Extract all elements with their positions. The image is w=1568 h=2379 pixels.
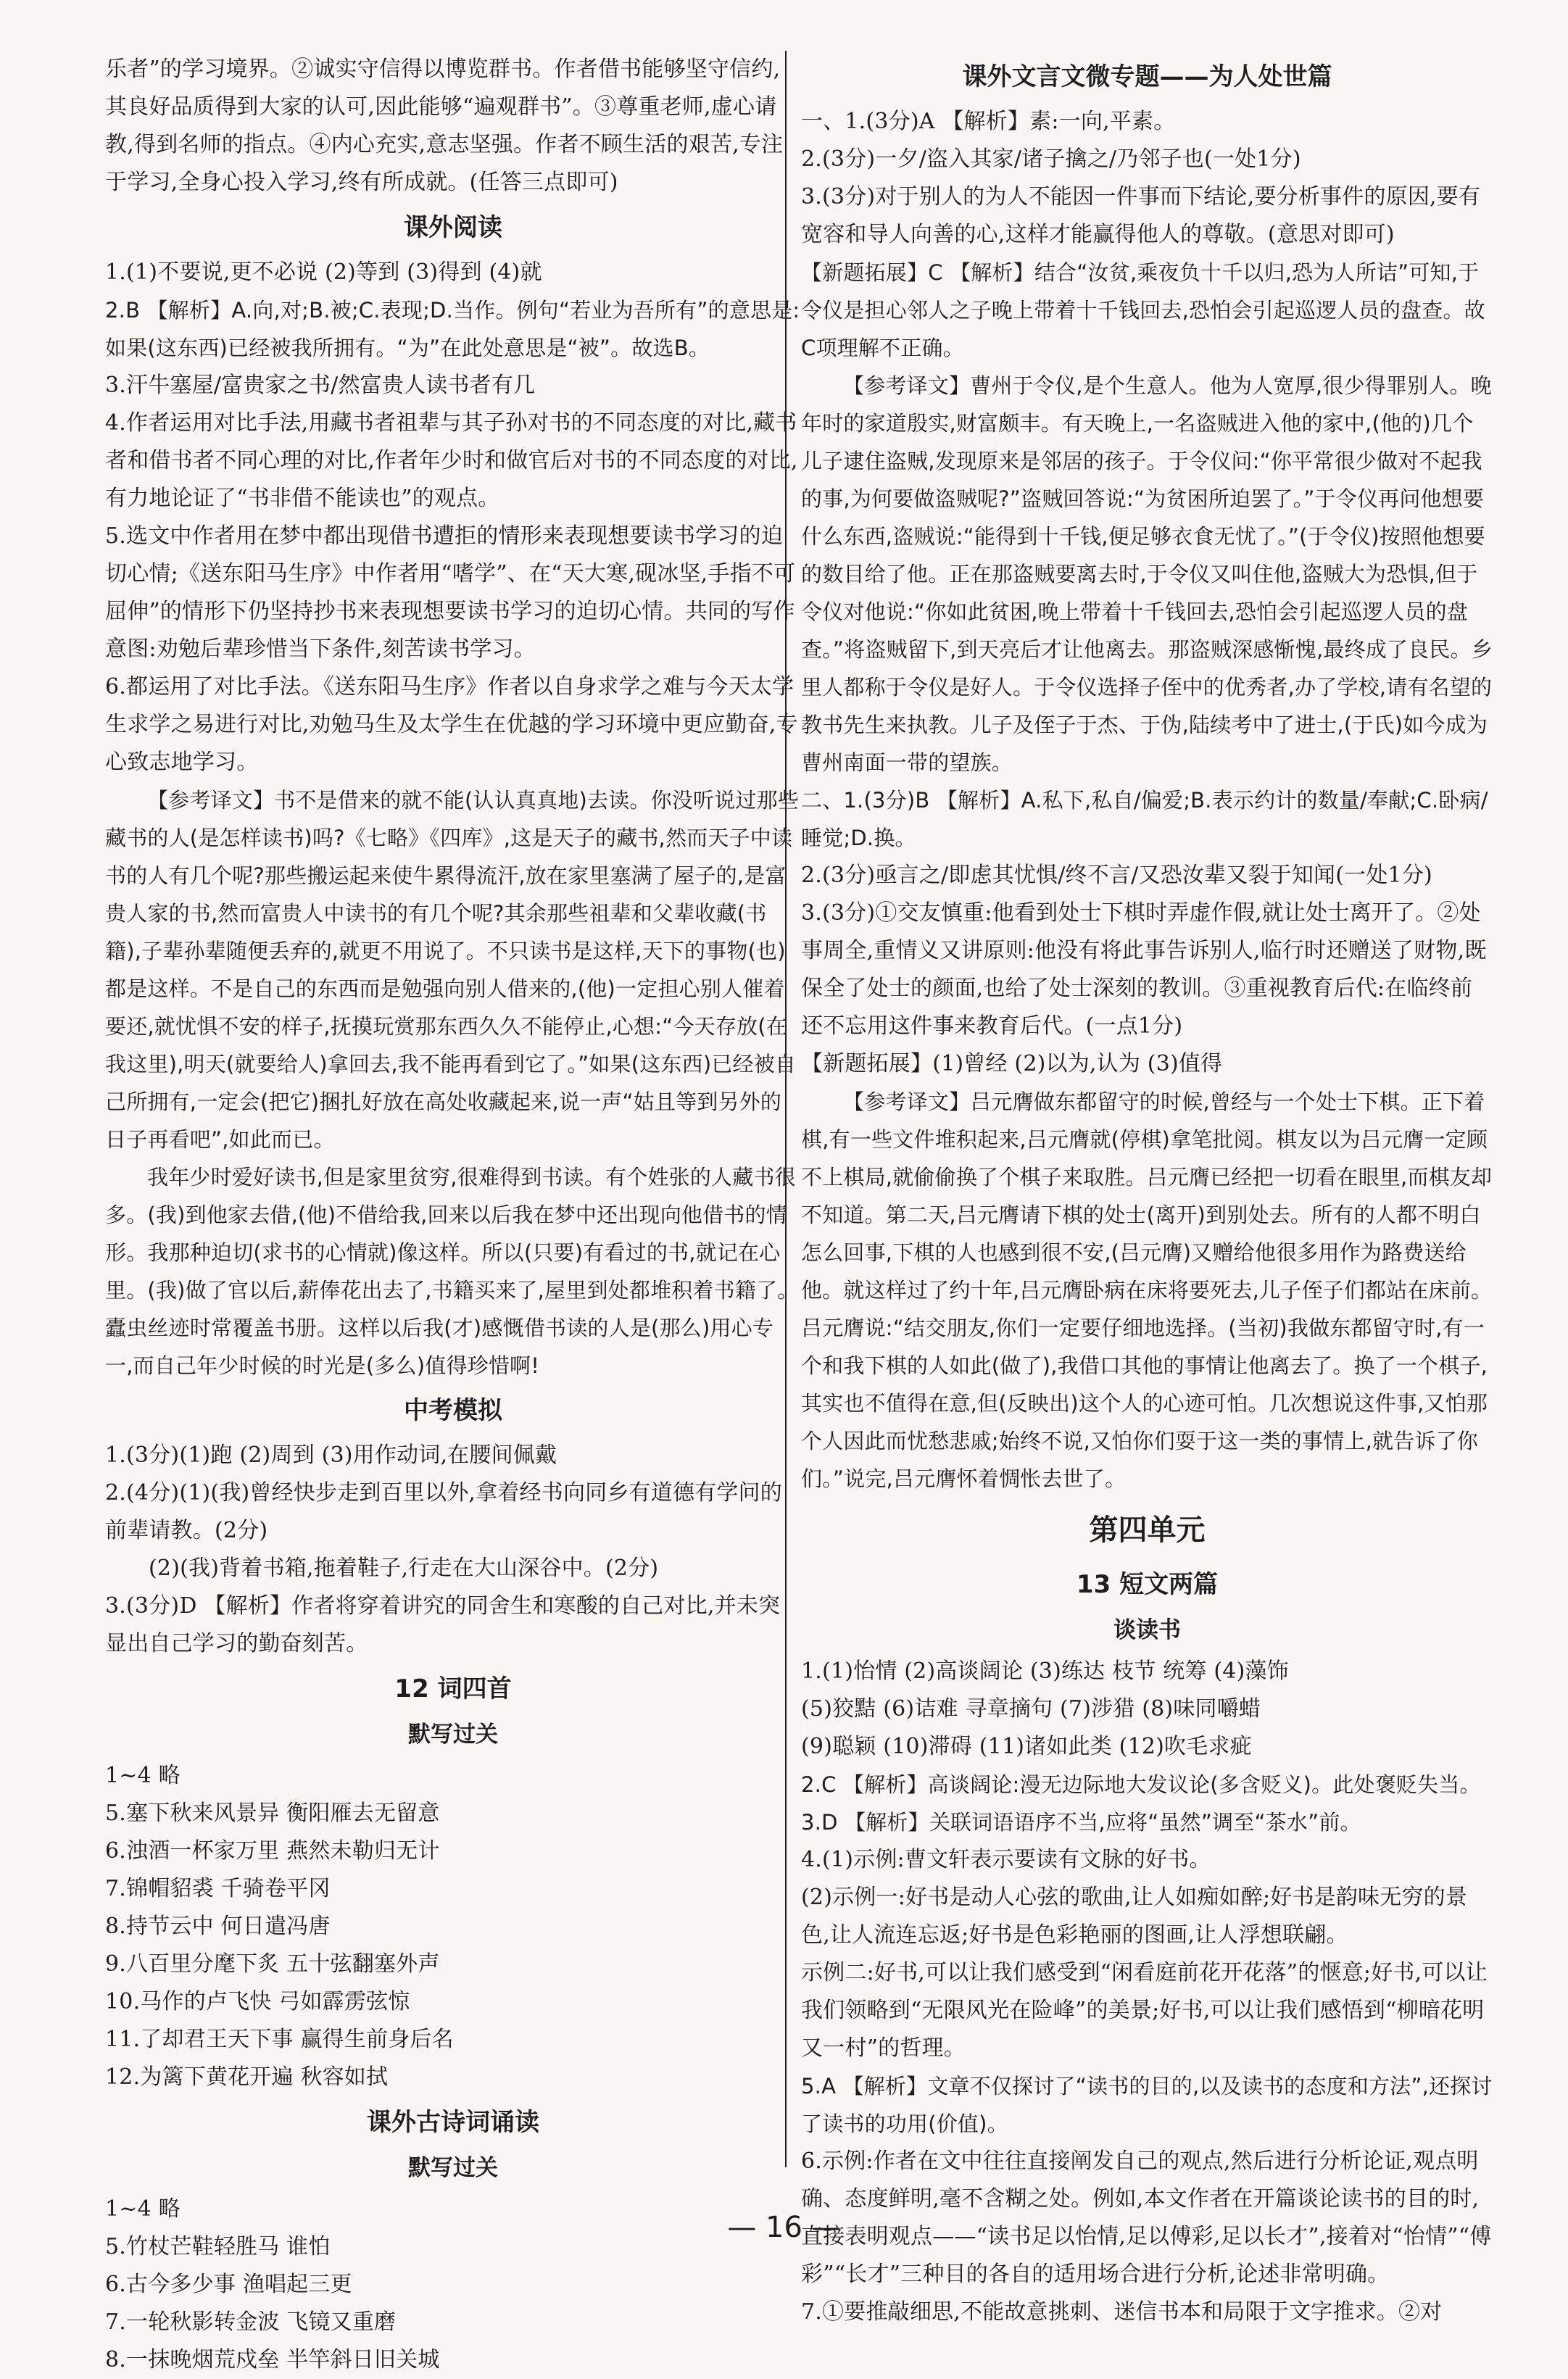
answer-item: 二、1.(3分)B 【解析】A.私下,私自/偏爱;B.表示约计的数量/奉献;C.卧病/睡觉;D.换。 bbox=[801, 788, 1488, 850]
page-number: — 16 — bbox=[727, 2211, 841, 2244]
dictation-line: 5.塞下秋来风景异 衡阳雁去无留意 bbox=[105, 1801, 440, 1826]
answer-item: 2.(3分)亟言之/即虑其忧惧/终不言/又恐汝辈又裂于知闻(一处1分) bbox=[801, 863, 1432, 888]
dictation-line: 1~4 略 bbox=[105, 1763, 181, 1788]
answer-item: 3.汗牛塞屋/富贵家之书/然富贵人读书者有几 bbox=[105, 373, 536, 398]
right-column bbox=[801, 51, 1493, 2331]
answer-item: 2.C 【解析】高谈阔论:漫无边际地大发议论(多含贬义)。此处褒贬失当。 bbox=[801, 1772, 1481, 1797]
answer-item: 一、1.(3分)A 【解析】素:一向,平素。 bbox=[801, 109, 1176, 134]
dictation-line: 8.持节云中 何日遣冯唐 bbox=[105, 1914, 331, 1939]
answer-item: 2.(4分)(1)(我)曾经快步走到百里以外,拿着经书向同乡有道德有学问的前辈请教。(2分) bbox=[105, 1480, 782, 1543]
reference-translation: 【参考译文】吕元膺做东都留守的时候,曾经与一个处士下棋。正下着棋,有一些文件堆积起来,吕元膺就(停棋)拿笔批阅。棋友以为吕元膺一定顾不上棋局,就偷偷换了个棋子来取胜。吕元膺已经把一切看在眼里,而棋友却不知道。第二天,吕元膺请下棋的处士(离开)到别处去。所有的人都不明白怎么回事,下棋的人也感到很不安,(吕元膺)又赠给他很多用作为路费送给他。就这样过了约十年,吕元膺卧病在床将要死去,儿子侄子们都站在床前。吕元膺说:“结交朋友,你们一定要仔细地选择。(当初)我做东都留守时,有一个和我下棋的人如此(做了),我借口其他的事情让他离去了。换了一个棋子,其实也不值得在意,但(反映出)这个人的心迹可怕。几次想说这件事,又怕那个人因此而忧愁悲戚;始终不说,又怕你们耍于这一类的事情上,就告诉了你们。”说完,吕元膺怀着惆怅去世了。 bbox=[801, 1089, 1493, 1491]
answer-item: 3.D 【解析】关联词语语序不当,应将“虽然”调至“茶水”前。 bbox=[801, 1810, 1361, 1835]
answer-item: 5.A 【解析】文章不仅探讨了“读书的目的,以及读书的态度和方法”,还探讨了读书的功用(价值)。 bbox=[801, 2074, 1493, 2136]
subsection-title: 谈读书 bbox=[1113, 1617, 1181, 1643]
answer-item: 【新题拓展】C 【解析】结合“汝贫,乘夜负十千以归,恐为人所诘”可知,于令仪是担心邻人之子晚上带着十千钱回去,恐怕会引起巡逻人员的盘查。故C项理解不正确。 bbox=[801, 260, 1485, 360]
section-title-gushi: 课外古诗词诵读 bbox=[367, 2108, 539, 2137]
lesson-title: 13 短文两篇 bbox=[1076, 1570, 1219, 1599]
answer-item: 【新题拓展】(1)曾经 (2)以为,认为 (3)值得 bbox=[801, 1051, 1223, 1076]
dictation-line: 7.锦帽貂裘 千骑卷平冈 bbox=[105, 1876, 331, 1901]
section-title-zhongkao: 中考模拟 bbox=[404, 1396, 502, 1425]
subsection-title: 默写过关 bbox=[408, 2155, 498, 2181]
dictation-line: 11.了却君王天下事 赢得生前身后名 bbox=[105, 2027, 454, 2052]
answer-item: (2)(我)背着书箱,拖着鞋子,行走在大山深谷中。(2分) bbox=[149, 1556, 659, 1581]
section-title-kewai: 课外阅读 bbox=[404, 213, 502, 242]
answer-item: 3.(3分)①交友慎重:他看到处士下棋时弄虚作假,就让处士离开了。②处事周全,重情义又讲原则:他没有将此事告诉别人,临行时还赠送了财物,既保全了处士的颜面,也给了处士深刻的教训。③重视教育后代:在临终前还不忘用这件事来教育后代。(一点1分) bbox=[801, 900, 1487, 1039]
answer-item: 2.B 【解析】A.向,对;B.被;C.表现;D.当作。例句“若业为吾所有”的意思是:如果(这东西)已经被我所拥有。“为”在此处意思是“被”。故选B。 bbox=[105, 298, 800, 360]
dictation-line: 12.为篱下黄花开遍 秋容如拭 bbox=[105, 2064, 389, 2090]
answer-item: (2)示例一:好书是动人心弦的歌曲,让人如痴如醉;好书是韵味无穷的景色,让人流连忘返;好书是色彩艳丽的图画,让人浮想联翩。 bbox=[801, 1885, 1468, 1948]
dictation-line: 7.一轮秋影转金波 飞镜又重磨 bbox=[105, 2309, 397, 2335]
answer-item: 5.选文中作者用在梦中都出现借书遭拒的情形来表现想要读书学习的迫切心情;《送东阳马生序》中作者用“嗜学”、在“天大寒,砚冰坚,手指不可屈伸”的情形下仍坚持抄书来表现想要读书学习的迫切心情。共同的写作意图:劝勉后辈珍惜当下条件,刻苦读书学习。 bbox=[105, 523, 796, 662]
answer-item: 6.都运用了对比手法。《送东阳马生序》作者以自身求学之难与今天太学生求学之易进行对比,劝勉马生及太学生在优越的学习环境中更应勤奋,专心致志地学习。 bbox=[105, 674, 798, 775]
answer-item: 4.(1)示例:曹文轩表示要读有文脉的好书。 bbox=[801, 1847, 1211, 1872]
dictation-line: 8.一抹晚烟荒戍垒 半竿斜日旧关城 bbox=[105, 2347, 440, 2372]
answer-item: 3.(3分)D 【解析】作者将穿着讲究的同舍生和寒酸的自己对比,并未突显出自己学习的勤奋刻苦。 bbox=[105, 1593, 781, 1656]
answer-item: 1.(1)不要说,更不必说 (2)等到 (3)得到 (4)就 bbox=[105, 260, 542, 285]
dictation-line: 6.浊酒一杯家万里 燕然未勒归无计 bbox=[105, 1838, 440, 1864]
section-title-wenyan: 课外文言文微专题——为人处世篇 bbox=[962, 62, 1332, 91]
reference-translation: 【参考译文】书不是借来的就不能(认认真真地)去读。你没听说过那些藏书的人(是怎样读书)吗?《七略》《四库》,这是天子的藏书,然而天子中读书的人有几个呢?那些搬运起来使牛累得流汗,放在家里塞满了屋子的,是富贵人家的书,然而富贵人中读书的有几个呢?其余那些祖辈和父辈收藏(书籍),子辈孙辈随便丢弃的,就更不用说了。不只读书是这样,天下的事物(也)都是这样。不是自己的东西而是勉强向别人借来的,(他)一定担心别人催着要还,就忧惧不安的样子,抚摸玩赏那东西久久不能停止,心想:“今天存放(在我这里),明天(就要给人)拿回去,我不能再看到它了。”如果(这东西)已经被自己所拥有,一定会(把它)捆扎好放在高处收藏起来,说一声“姑且等到另外的日子再看吧”,如此而已。 bbox=[105, 788, 800, 1152]
reference-translation: 我年少时爱好读书,但是家里贫穷,很难得到书读。有个姓张的人藏书很多。(我)到他家去借,(他)不借给我,回来以后我在梦中还出现向他借书的情形。我那种迫切(求书的心情就)像这样。所以(只要)有看过的书,就记在心里。(我)做了官以后,薪俸花出去了,书籍买来了,屋里到处都堆积着书籍了。蠹虫丝迹时常覆盖书册。这样以后我(才)感慨借书读的人是(那么)用心专一,而自己年少时候的时光是(多么)值得珍惜啊! bbox=[105, 1165, 799, 1378]
answer-item: 6.示例:作者在文中往往直接阐发自己的观点,然后进行分析论证,观点明确、态度鲜明,毫不含糊之处。例如,本文作者在开篇谈论读书的目的时,直接表明观点——“读书足以怡情,足以傅彩,足以长才”,接着对“怡情”“傅彩”“长才”三种目的各自的适用场合进行分析,论述非常明确。 bbox=[801, 2148, 1492, 2287]
unit-title: 第四单元 bbox=[1089, 1514, 1206, 1547]
answer-item: 1.(1)怡情 (2)高谈阔论 (3)练达 枝节 统筹 (4)藻饰 (5)狡黠 (6)诘难 寻章摘句 (7)涉猎 (8)味同嚼蜡 (9)聪颖 (10)滞碍 (11)诸如此类 (12)吹毛求疵 bbox=[801, 1658, 1289, 1759]
dictation-line: 1~4 略 bbox=[105, 2196, 181, 2222]
answer-item: 1.(3分)(1)跑 (2)周到 (3)用作动词,在腰间佩戴 bbox=[105, 1442, 557, 1468]
dictation-line: 10.马作的卢飞快 弓如霹雳弦惊 bbox=[105, 1989, 410, 2014]
dictation-line: 9.八百里分麾下炙 五十弦翻塞外声 bbox=[105, 1951, 440, 1977]
left-column bbox=[105, 51, 801, 2379]
dictation-line: 5.竹杖芒鞋轻胜马 谁怕 bbox=[105, 2234, 331, 2259]
answer-item: 7.①要推敲细思,不能故意挑刺、迷信书本和局限于文字推求。②对 bbox=[801, 2299, 1443, 2325]
reference-translation: 【参考译文】曹州于令仪,是个生意人。他为人宽厚,很少得罪别人。晚年时的家道殷实,财富颇丰。有天晚上,一名盗贼进入他的家中,(他的)几个儿子逮住盗贼,发现原来是邻居的孩子。于令仪问:“你平常很少做对不起我的事,为何要做盗贼呢?”盗贼回答说:“为贫困所迫罢了。”于令仪再问他想要什么东西,盗贼说:“能得到十千钱,便足够衣食无忧了。”(于令仪)按照他想要的数目给了他。正在那盗贼要离去时,于令仪又叫住他,盗贼大为恐惧,但于令仪对他说:“你如此贫困,晚上带着十千钱回去,恐怕会引起巡逻人员的盘查。”将盗贼留下,到天亮后才让他离去。那盗贼深感惭愧,最终成了良民。乡里人都称于令仪是好人。于令仪选择子侄中的优秀者,办了学校,请有名望的教书先生来执教。儿子及侄子于杰、于伪,陆续考中了进士,(于氏)如今成为曹州南面一带的望族。 bbox=[801, 373, 1493, 775]
answer-item: 3.(3分)对于别人的为人不能因一件事而下结论,要分析事件的原因,要有宽容和导人向善的心,这样才能赢得他人的尊敬。(意思对即可) bbox=[801, 184, 1481, 247]
answer-item: 示例二:好书,可以让我们感受到“闲看庭前花开花落”的惬意;好书,可以让我们领略到“无限风光在险峰”的美景;好书,可以让我们感悟到“柳暗花明又一村”的哲理。 bbox=[801, 1960, 1488, 2061]
dictation-line: 6.古今多少事 渔唱起三更 bbox=[105, 2272, 352, 2297]
subsection-title: 默写过关 bbox=[408, 1722, 498, 1748]
intro-answer: 乐者”的学习境界。②诚实守信得以博览群书。作者借书能够坚守信约,其良好品质得到大家的认可,因此能够“遍观群书”。③尊重老师,虚心请教,得到名师的指点。④内心充实,意志坚强。作者不顾生活的艰苦,专注于学习,全身心投入学习,终有所成就。(任答三点即可) bbox=[105, 57, 784, 195]
answer-item: 2.(3分)一夕/盗入其家/诸子擒之/乃邻子也(一处1分) bbox=[801, 146, 1301, 172]
answer-item: 4.作者运用对比手法,用藏书者祖辈与其子孙对书的不同态度的对比,藏书者和借书者不同心理的对比,作者年少时和做官后对书的不同态度的对比,有力地论证了“书非借不能读也”的观点。 bbox=[105, 410, 798, 511]
lesson-title-ci: 12 词四首 bbox=[394, 1674, 512, 1703]
